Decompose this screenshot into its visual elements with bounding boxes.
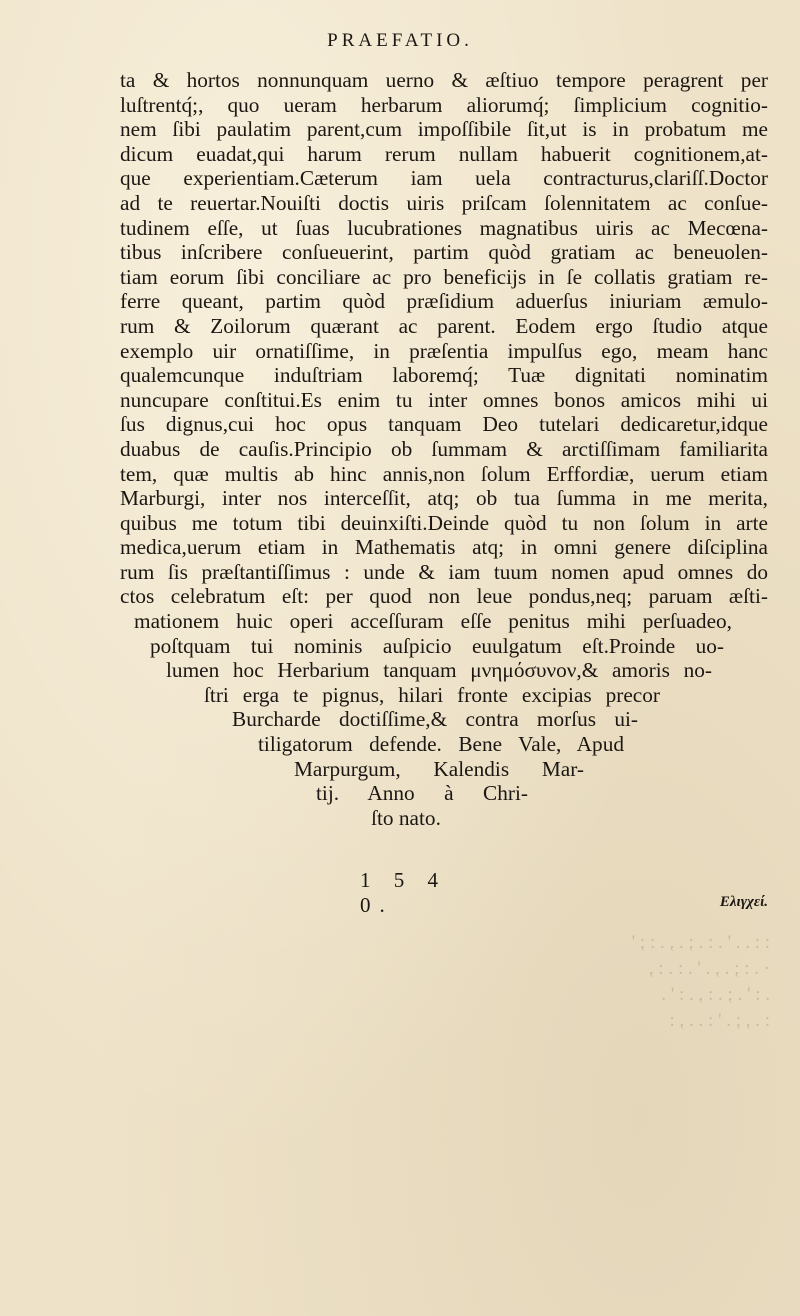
text-line: que experientiam.Cæterum iam uela contracturus,clariſſ.Doctor: [120, 166, 768, 191]
text-line: ſus dignus,cui hoc opus tanquam Deo tutelari dedicaretur,idque: [120, 412, 768, 437]
text-line: ſto nato.: [371, 805, 441, 830]
text-line: Burcharde doctiſſime,& contra morſus ui-: [232, 707, 638, 732]
text-line: tiligatorum defende. Bene Vale, Apud: [258, 732, 624, 757]
text-line: Marpurgum, Kalendis Mar-: [294, 756, 584, 781]
text-line: rum & Zoilorum quærant ac parent. Eodem ergo ſtudio atque: [120, 313, 768, 338]
text-line: mationem huic operi acceſſuram eſſe penitus mihi perſuadeo,: [134, 609, 732, 634]
page-header: PRAEFATIO.: [327, 30, 473, 51]
text-line: ctos celebratum eſt: per quod non leue pondus,neq; paruam æſti-: [120, 584, 768, 609]
signature: Ελιγχεί.: [719, 894, 768, 910]
bleed-through-text: · . : ; . , . ' . : . : ,: [648, 958, 770, 979]
text-line: lumen hoc Herbarium tanquam μνημόσυνον,& amoris no-: [166, 658, 712, 683]
body-text: [120, 68, 768, 830]
text-line: quibus me totum tibi deuinxiſti.Deinde quòd tu non ſolum in arte: [120, 510, 768, 535]
text-line: poſtquam tui nominis auſpicio euulgatum eſt.Proinde uo-: [150, 633, 724, 658]
text-line: duabus de cauſis.Principio ob ſummam & arctiſſimam familiarita: [120, 436, 768, 461]
text-line: rum ſis præſtantiſſimus : unde & iam tuum nomen apud omnes do: [120, 559, 768, 584]
text-line: ſtri erga te pignus, hilari fronte excipias precor: [204, 682, 660, 707]
text-line: luſtrentq́;, quo ueram herbarum aliorumq́; ſimplicium cognitio-: [120, 92, 768, 117]
text-line: tij. Anno à Chri-: [316, 781, 528, 806]
text-line: tibus inſcribere conſueuerint, partim quòd gratiam ac beneuolen-: [120, 240, 768, 265]
text-line: tem, quæ multis ab hinc annis,non ſolum Erffordiæ, uerum etiam: [120, 461, 768, 486]
text-line: medica,uerum etiam in Mathematis atq; in omni genere diſciplina: [120, 535, 768, 560]
text-line: qualemcunque induſtriam laboremq́; Tuæ dignitati nominatim: [120, 363, 768, 388]
bleed-through-text: : . , ; . ' : . . , :: [669, 1010, 770, 1031]
bleed-through-text: . : ' . ; . : , . : ' .: [661, 984, 770, 1005]
text-line: ad te reuertar.Nouiſti doctis uiris priſcam ſolennitatem ac conſue-: [120, 190, 768, 215]
bleed-through-text: : : . . ' . : . ; . , . : ; ': [631, 932, 770, 953]
text-line: dicum euadat,qui harum rerum nullam habuerit cognitionem,at-: [120, 141, 768, 166]
text-line: nuncupare conſtitui.Es enim tu inter omnes bonos amicos mihi ui: [120, 387, 768, 412]
text-line: ta & hortos nonnunquam uerno & æſtiuo tempore peragrent per: [120, 68, 768, 92]
text-line: Marburgi, inter nos interceſſit, atq; ob tua ſumma in me merita,: [120, 486, 768, 511]
text-line: exemplo uir ornatiſſime, in præſentia impulſus ego, meam hanc: [120, 338, 768, 363]
text-line: tudinem eſſe, ut ſuas lucubrationes magnatibus uiris ac Mecœna-: [120, 215, 768, 240]
text-line: tiam eorum ſibi conciliare ac pro beneficijs in ſe collatis gratiam re-: [120, 264, 768, 289]
text-line: nem ſibi paulatim parent,cum impoſſibile ſit,ut is in probatum me: [120, 117, 768, 142]
year-line: 1 5 4 0.: [360, 868, 447, 917]
text-line: ferre queant, partim quòd præſidium aduerſus iniuriam æmulo-: [120, 289, 768, 314]
